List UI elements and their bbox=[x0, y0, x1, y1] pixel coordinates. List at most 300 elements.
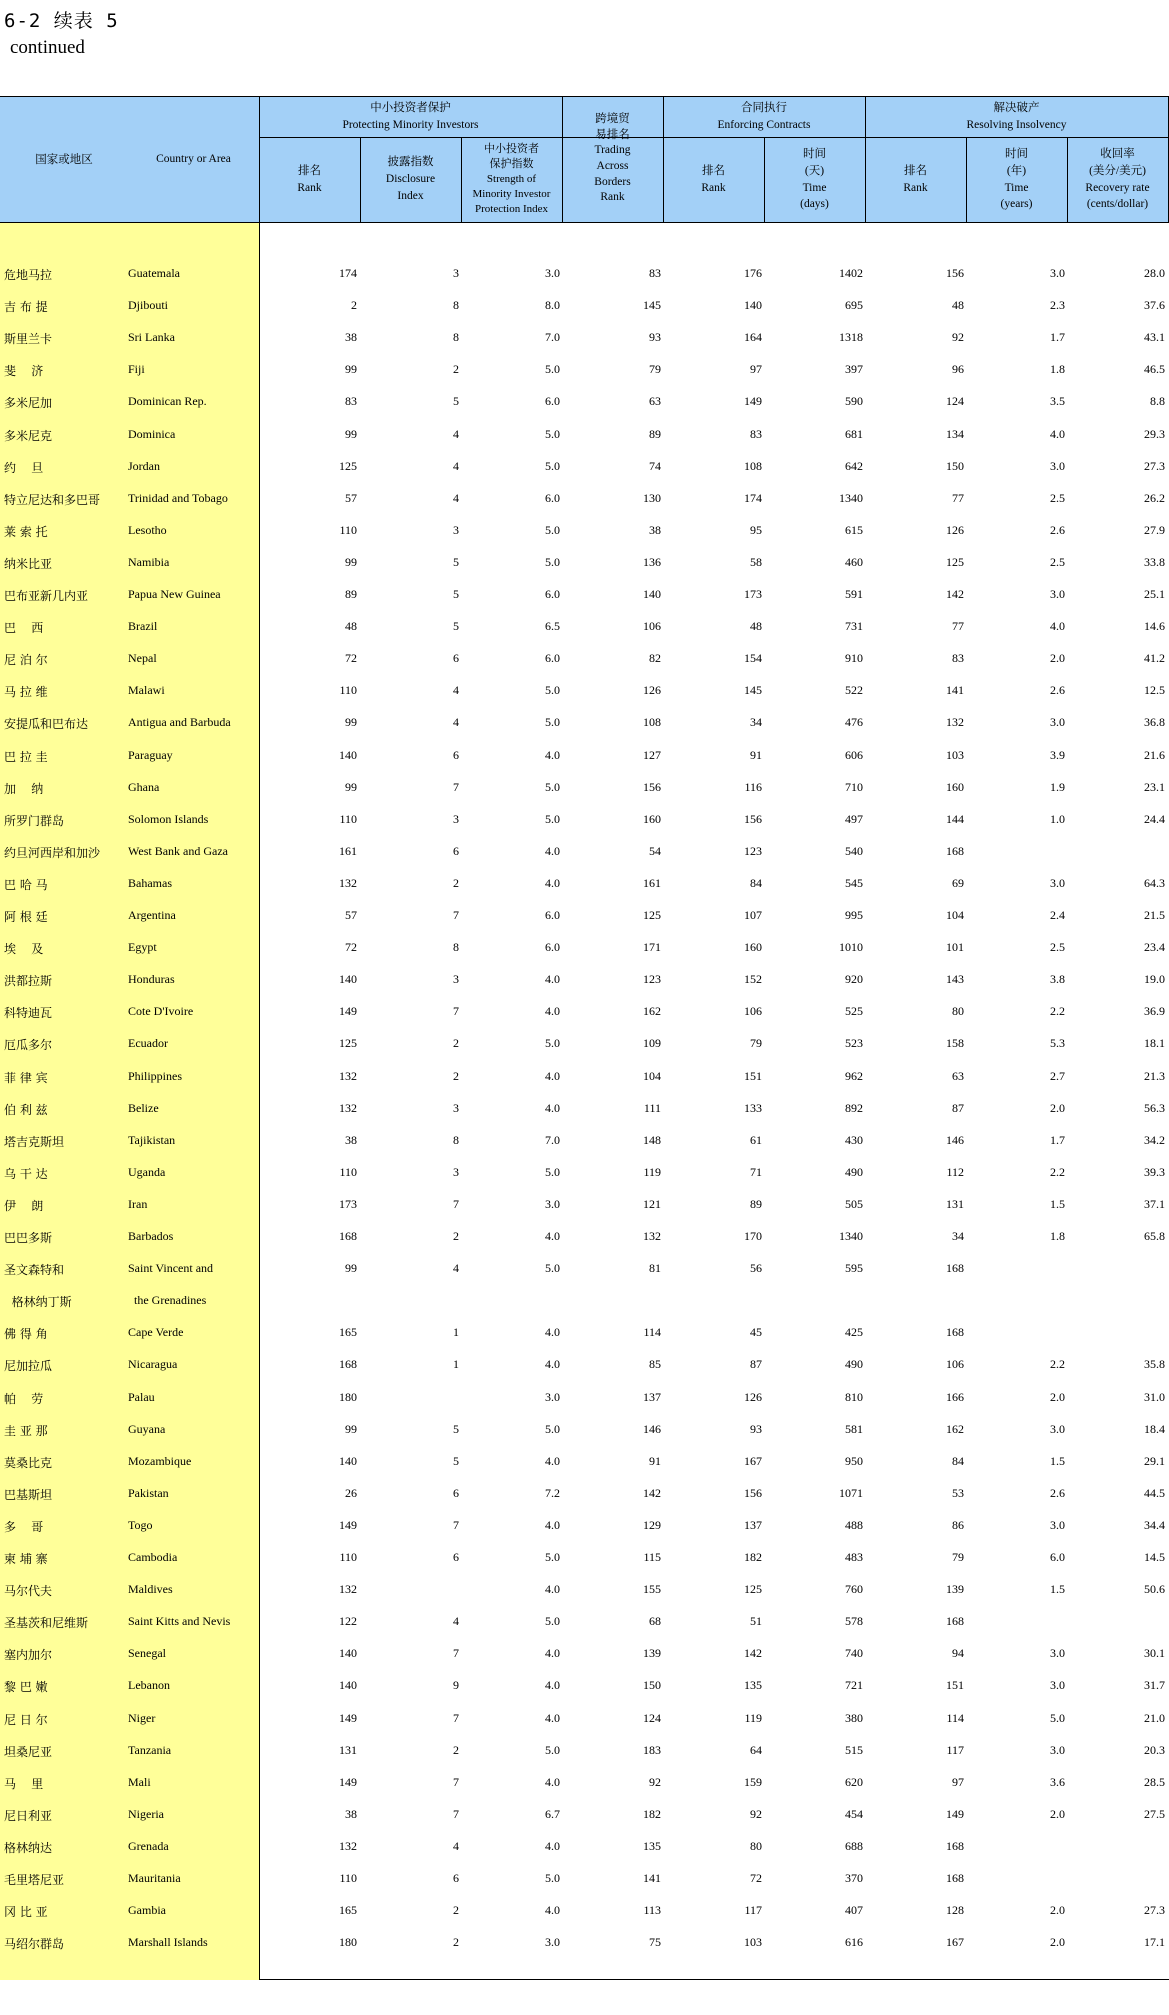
cell-strength-index: 5.0 bbox=[545, 1261, 560, 1276]
cell-contracts-time: 581 bbox=[845, 1421, 863, 1436]
cell-contracts-time: 490 bbox=[845, 1357, 863, 1372]
cell-insolvency-rank: 156 bbox=[946, 266, 964, 280]
table-row bbox=[0, 1799, 1169, 1831]
cell-insolvency-time: 2.0 bbox=[1050, 1935, 1065, 1950]
cell-contracts-rank: 87 bbox=[750, 1357, 762, 1372]
cell-contracts-time: 483 bbox=[845, 1550, 863, 1564]
country-name-cn: 所罗门群岛 bbox=[4, 813, 65, 828]
cell-insolvency-time: 2.2 bbox=[1050, 1004, 1065, 1019]
country-name-en: Nepal bbox=[128, 651, 157, 666]
table-row bbox=[0, 354, 1169, 386]
country-name-cn: 黎 巴 嫩 bbox=[4, 1680, 48, 1695]
country-name-cn: 多 哥 bbox=[4, 1519, 44, 1534]
cell-contracts-rank: 95 bbox=[750, 522, 762, 537]
cell-trading-rank: 54 bbox=[649, 843, 661, 858]
country-name-cn: 尼 日 尔 bbox=[4, 1712, 48, 1727]
cell-contracts-time: 681 bbox=[845, 426, 863, 441]
cell-investors-rank: 149 bbox=[339, 1004, 357, 1019]
cell-contracts-rank: 123 bbox=[744, 843, 762, 858]
country-name-en: Namibia bbox=[128, 554, 170, 569]
cell-recovery-rate: 36.8 bbox=[1144, 715, 1165, 730]
cell-insolvency-time: 2.5 bbox=[1050, 940, 1065, 955]
cell-trading-rank: 93 bbox=[649, 330, 661, 345]
cell-insolvency-time: 3.0 bbox=[1050, 266, 1065, 280]
cell-recovery-rate: 34.4 bbox=[1144, 1517, 1165, 1532]
cell-contracts-rank: 160 bbox=[744, 940, 762, 955]
cell-insolvency-time: 3.0 bbox=[1050, 1421, 1065, 1436]
cell-recovery-rate: 23.1 bbox=[1144, 779, 1165, 794]
table-row bbox=[0, 386, 1169, 418]
country-name-cn: 冈 比 亚 bbox=[4, 1905, 48, 1920]
country-name-en: Palau bbox=[128, 1389, 155, 1404]
cell-contracts-time: 642 bbox=[845, 458, 863, 473]
cell-disclosure-index: 6 bbox=[453, 1550, 459, 1564]
cell-recovery-rate: 36.9 bbox=[1144, 1004, 1165, 1019]
country-name-cn: 尼日利亚 bbox=[4, 1808, 53, 1823]
cell-investors-rank: 99 bbox=[345, 1261, 357, 1276]
cell-insolvency-time: 2.6 bbox=[1050, 683, 1065, 698]
cell-contracts-rank: 125 bbox=[744, 1582, 762, 1597]
cell-contracts-rank: 149 bbox=[744, 394, 762, 409]
cell-insolvency-time: 2.0 bbox=[1050, 1389, 1065, 1404]
cell-contracts-time: 370 bbox=[845, 1871, 863, 1885]
cell-recovery-rate: 18.4 bbox=[1144, 1421, 1165, 1436]
country-name-cn: 巴布亚新几内亚 bbox=[4, 589, 89, 603]
cell-insolvency-time: 1.8 bbox=[1050, 362, 1065, 377]
cell-disclosure-index: 2 bbox=[453, 875, 459, 890]
cell-disclosure-index: 3 bbox=[453, 266, 459, 280]
cell-disclosure-index: 7 bbox=[453, 1774, 459, 1789]
cell-insolvency-rank: 53 bbox=[952, 1485, 964, 1500]
cell-insolvency-time: 2.0 bbox=[1050, 651, 1065, 666]
cell-trading-rank: 63 bbox=[649, 394, 661, 409]
country-name-cn: 莫桑比克 bbox=[4, 1455, 53, 1470]
cell-insolvency-time: 1.5 bbox=[1050, 1453, 1065, 1468]
cell-disclosure-index: 2 bbox=[453, 362, 459, 377]
cell-insolvency-time: 3.0 bbox=[1050, 1646, 1065, 1661]
cell-recovery-rate: 29.1 bbox=[1144, 1453, 1165, 1468]
table-row bbox=[0, 836, 1169, 868]
cell-contracts-time: 497 bbox=[845, 811, 863, 826]
cell-strength-index: 4.0 bbox=[545, 875, 560, 890]
cell-contracts-time: 590 bbox=[845, 394, 863, 409]
cell-recovery-rate: 31.7 bbox=[1144, 1678, 1165, 1693]
cell-strength-index: 5.0 bbox=[545, 1550, 560, 1564]
cell-contracts-time: 892 bbox=[845, 1100, 863, 1115]
cell-strength-index: 6.0 bbox=[545, 394, 560, 409]
cell-trading-rank: 140 bbox=[643, 587, 661, 601]
cell-contracts-time: 731 bbox=[845, 619, 863, 634]
cell-contracts-rank: 51 bbox=[750, 1614, 762, 1629]
cell-contracts-time: 950 bbox=[845, 1453, 863, 1468]
cell-disclosure-index: 5 bbox=[453, 1421, 459, 1436]
country-name-cn: 安提瓜和巴布达 bbox=[4, 717, 89, 732]
cell-recovery-rate: 12.5 bbox=[1144, 683, 1165, 698]
country-name-en: Barbados bbox=[128, 1229, 174, 1243]
cell-contracts-rank: 170 bbox=[744, 1229, 762, 1243]
cell-trading-rank: 83 bbox=[649, 266, 661, 280]
cell-contracts-rank: 164 bbox=[744, 330, 762, 345]
header-contracts-rank: 排名 Rank bbox=[701, 164, 726, 194]
country-name-en: Nicaragua bbox=[128, 1357, 178, 1372]
cell-trading-rank: 161 bbox=[643, 875, 661, 890]
cell-contracts-rank: 71 bbox=[750, 1164, 762, 1179]
cell-strength-index: 6.0 bbox=[545, 587, 560, 601]
cell-contracts-time: 760 bbox=[845, 1582, 863, 1597]
cell-trading-rank: 162 bbox=[643, 1004, 661, 1019]
country-name-cn: 塞内加尔 bbox=[4, 1648, 53, 1663]
cell-strength-index: 4.0 bbox=[545, 1004, 560, 1019]
cell-insolvency-rank: 168 bbox=[946, 843, 964, 858]
cell-disclosure-index: 2 bbox=[453, 1903, 459, 1918]
country-name-en: Honduras bbox=[128, 972, 175, 987]
table-row bbox=[0, 1093, 1169, 1125]
cell-contracts-rank: 159 bbox=[744, 1774, 762, 1789]
cell-insolvency-rank: 92 bbox=[952, 330, 964, 345]
country-name-en: Brazil bbox=[128, 619, 158, 634]
cell-strength-index: 4.0 bbox=[545, 972, 560, 987]
country-name-cn: 阿 根 廷 bbox=[4, 910, 48, 924]
cell-insolvency-time: 3.8 bbox=[1050, 972, 1065, 987]
country-name-cn: 巴基斯坦 bbox=[4, 1487, 53, 1502]
country-name-en: Jordan bbox=[128, 458, 160, 473]
cell-disclosure-index: 2 bbox=[453, 1742, 459, 1757]
cell-disclosure-index: 6 bbox=[453, 1871, 459, 1885]
country-name-en: Antigua and Barbuda bbox=[128, 715, 231, 730]
cell-disclosure-index: 5 bbox=[453, 394, 459, 409]
cell-disclosure-index: 7 bbox=[453, 1710, 459, 1725]
table-row bbox=[0, 1703, 1169, 1735]
country-name-cn: 科特迪瓦 bbox=[4, 1006, 53, 1021]
table-row bbox=[0, 675, 1169, 707]
cell-trading-rank: 160 bbox=[643, 811, 661, 826]
cell-disclosure-index: 4 bbox=[453, 1838, 459, 1853]
cell-strength-index: 7.0 bbox=[545, 1132, 560, 1147]
cell-investors-rank: 165 bbox=[339, 1903, 357, 1918]
cell-contracts-rank: 142 bbox=[744, 1646, 762, 1661]
header-country-en: Country or Area bbox=[156, 152, 231, 165]
header-investors-rank: 排名 Rank bbox=[297, 164, 322, 194]
cell-contracts-time: 810 bbox=[845, 1389, 863, 1404]
country-name-en: Mali bbox=[128, 1774, 151, 1789]
cell-insolvency-rank: 158 bbox=[946, 1036, 964, 1051]
table-row bbox=[0, 290, 1169, 322]
cell-trading-rank: 183 bbox=[643, 1742, 661, 1757]
header-contracts-time: 时间 (天) Time (days) bbox=[800, 148, 829, 211]
country-name-en: Belize bbox=[128, 1100, 159, 1115]
cell-contracts-rank: 48 bbox=[750, 619, 762, 634]
country-name-cn: 斯里兰卡 bbox=[4, 332, 53, 347]
country-name-cn: 危地马拉 bbox=[4, 268, 53, 282]
cell-investors-rank: 99 bbox=[345, 779, 357, 794]
cell-recovery-rate: 33.8 bbox=[1144, 554, 1165, 569]
table-row bbox=[0, 1606, 1169, 1638]
cell-recovery-rate: 31.0 bbox=[1144, 1389, 1165, 1404]
bottom-rule bbox=[259, 1979, 1169, 1980]
cell-insolvency-rank: 132 bbox=[946, 715, 964, 730]
cell-insolvency-rank: 160 bbox=[946, 779, 964, 794]
cell-insolvency-rank: 128 bbox=[946, 1903, 964, 1918]
country-name-en: Uganda bbox=[128, 1164, 166, 1179]
cell-contracts-time: 606 bbox=[845, 747, 863, 762]
cell-strength-index: 5.0 bbox=[545, 811, 560, 826]
country-name-cn: 巴巴多斯 bbox=[4, 1231, 53, 1245]
cell-insolvency-time: 2.4 bbox=[1050, 908, 1065, 922]
cell-insolvency-time: 2.6 bbox=[1050, 1485, 1065, 1500]
cell-insolvency-rank: 150 bbox=[946, 458, 964, 473]
cell-trading-rank: 79 bbox=[649, 362, 661, 377]
header-strength-index: 中小投资者 保护指数 Strength of Minority Investor Protection Index bbox=[472, 143, 551, 215]
cell-disclosure-index: 1 bbox=[453, 1325, 459, 1340]
cell-strength-index: 4.0 bbox=[545, 1068, 560, 1083]
country-name-cn: 马 拉 维 bbox=[4, 685, 48, 700]
cell-contracts-time: 490 bbox=[845, 1164, 863, 1179]
country-name-cn: 加 纳 bbox=[4, 781, 44, 796]
table-row bbox=[0, 772, 1169, 804]
cell-strength-index: 4.0 bbox=[545, 843, 560, 858]
cell-insolvency-time: 2.2 bbox=[1050, 1164, 1065, 1179]
cell-contracts-rank: 83 bbox=[750, 426, 762, 441]
cell-disclosure-index: 3 bbox=[453, 811, 459, 826]
country-name-en: Mozambique bbox=[128, 1453, 192, 1468]
country-name-cn: 圣文森特和 bbox=[4, 1263, 65, 1278]
cell-investors-rank: 99 bbox=[345, 554, 357, 569]
cell-disclosure-index: 3 bbox=[453, 522, 459, 537]
cell-contracts-time: 710 bbox=[845, 779, 863, 794]
cell-insolvency-time: 2.7 bbox=[1050, 1068, 1065, 1083]
cell-trading-rank: 92 bbox=[649, 1774, 661, 1789]
cell-investors-rank: 149 bbox=[339, 1774, 357, 1789]
cell-contracts-time: 615 bbox=[845, 522, 863, 537]
table-row bbox=[0, 643, 1169, 675]
cell-trading-rank: 142 bbox=[643, 1485, 661, 1500]
cell-recovery-rate: 46.5 bbox=[1144, 362, 1165, 377]
country-name-cn: 尼加拉瓜 bbox=[4, 1359, 53, 1374]
cell-contracts-time: 995 bbox=[845, 908, 863, 922]
cell-contracts-time: 540 bbox=[845, 843, 863, 858]
cell-trading-rank: 114 bbox=[643, 1325, 661, 1340]
cell-recovery-rate: 27.5 bbox=[1144, 1806, 1165, 1821]
cell-insolvency-time: 3.6 bbox=[1050, 1774, 1065, 1789]
country-name-en: Bahamas bbox=[128, 875, 172, 890]
cell-recovery-rate: 41.2 bbox=[1144, 651, 1165, 666]
cell-investors-rank: 132 bbox=[339, 1582, 357, 1597]
cell-trading-rank: 119 bbox=[643, 1164, 661, 1179]
cell-investors-rank: 140 bbox=[339, 1678, 357, 1693]
cell-investors-rank: 131 bbox=[339, 1742, 357, 1757]
cell-contracts-rank: 182 bbox=[744, 1550, 762, 1564]
cell-recovery-rate: 64.3 bbox=[1144, 875, 1165, 890]
cell-insolvency-rank: 104 bbox=[946, 908, 964, 922]
cell-strength-index: 3.0 bbox=[545, 266, 560, 280]
cell-strength-index: 4.0 bbox=[545, 1774, 560, 1789]
table-row bbox=[0, 547, 1169, 579]
country-name-en: Marshall Islands bbox=[128, 1935, 208, 1950]
cell-contracts-rank: 97 bbox=[750, 362, 762, 377]
cell-trading-rank: 121 bbox=[643, 1196, 661, 1211]
country-name-cn: 菲 律 宾 bbox=[4, 1070, 48, 1085]
cell-recovery-rate: 17.1 bbox=[1144, 1935, 1165, 1950]
cell-contracts-rank: 173 bbox=[744, 587, 762, 601]
cell-trading-rank: 171 bbox=[643, 940, 661, 955]
country-name-en: Philippines bbox=[128, 1068, 183, 1083]
cell-disclosure-index: 6 bbox=[453, 747, 459, 762]
cell-strength-index: 4.0 bbox=[545, 1517, 560, 1532]
cell-disclosure-index: 8 bbox=[453, 1132, 459, 1147]
cell-recovery-rate: 43.1 bbox=[1144, 330, 1165, 345]
cell-investors-rank: 83 bbox=[345, 394, 357, 409]
cell-disclosure-index: 7 bbox=[453, 779, 459, 794]
country-name-cn: 多米尼加 bbox=[4, 396, 53, 411]
table-row bbox=[0, 1253, 1169, 1285]
cell-recovery-rate: 56.3 bbox=[1144, 1100, 1165, 1115]
cell-insolvency-rank: 112 bbox=[946, 1164, 964, 1179]
cell-contracts-rank: 152 bbox=[744, 972, 762, 987]
cell-contracts-time: 962 bbox=[845, 1068, 863, 1083]
cell-disclosure-index: 7 bbox=[453, 1646, 459, 1661]
table-row bbox=[0, 1863, 1169, 1895]
country-name-en: Maldives bbox=[128, 1582, 173, 1597]
table-row bbox=[0, 611, 1169, 643]
cell-investors-rank: 2 bbox=[351, 298, 357, 313]
cell-investors-rank: 149 bbox=[339, 1517, 357, 1532]
cell-recovery-rate: 21.5 bbox=[1144, 908, 1165, 922]
cell-strength-index: 6.0 bbox=[545, 940, 560, 955]
table-row bbox=[0, 1349, 1169, 1381]
cell-trading-rank: 82 bbox=[649, 651, 661, 666]
table-row bbox=[0, 964, 1169, 996]
cell-trading-rank: 74 bbox=[649, 458, 661, 473]
cell-insolvency-rank: 143 bbox=[946, 972, 964, 987]
cell-investors-rank: 99 bbox=[345, 362, 357, 377]
cell-strength-index: 5.0 bbox=[545, 1421, 560, 1436]
cell-disclosure-index: 7 bbox=[453, 1004, 459, 1019]
country-name-en: Saint Vincent and bbox=[128, 1261, 214, 1276]
cell-contracts-rank: 89 bbox=[750, 1196, 762, 1211]
cell-strength-index: 5.0 bbox=[545, 1036, 560, 1051]
cell-investors-rank: 132 bbox=[339, 875, 357, 890]
cell-investors-rank: 165 bbox=[339, 1325, 357, 1340]
cell-strength-index: 4.0 bbox=[545, 1838, 560, 1853]
cell-contracts-time: 454 bbox=[845, 1806, 863, 1821]
cell-insolvency-rank: 114 bbox=[946, 1710, 964, 1725]
cell-strength-index: 4.0 bbox=[545, 1229, 560, 1243]
cell-disclosure-index: 5 bbox=[453, 587, 459, 601]
country-name-en: Malawi bbox=[128, 683, 165, 698]
cell-recovery-rate: 65.8 bbox=[1144, 1229, 1165, 1243]
cell-strength-index: 3.0 bbox=[545, 1196, 560, 1211]
cell-recovery-rate: 20.3 bbox=[1144, 1742, 1165, 1757]
cell-contracts-rank: 93 bbox=[750, 1421, 762, 1436]
table-row bbox=[0, 932, 1169, 964]
country-name-en: Ghana bbox=[128, 779, 160, 794]
cell-contracts-time: 397 bbox=[845, 362, 863, 377]
cell-trading-rank: 127 bbox=[643, 747, 661, 762]
cell-disclosure-index: 7 bbox=[453, 1806, 459, 1821]
cell-insolvency-rank: 77 bbox=[952, 490, 964, 505]
header-bottom-rule bbox=[0, 222, 1169, 223]
cell-disclosure-index: 8 bbox=[453, 298, 459, 313]
cell-disclosure-index: 4 bbox=[453, 490, 459, 505]
cell-contracts-rank: 61 bbox=[750, 1132, 762, 1147]
cell-contracts-rank: 117 bbox=[744, 1903, 762, 1918]
cell-investors-rank: 110 bbox=[339, 1164, 357, 1179]
cell-strength-index: 4.0 bbox=[545, 747, 560, 762]
cell-investors-rank: 38 bbox=[345, 1806, 357, 1821]
table-row bbox=[0, 868, 1169, 900]
cell-disclosure-index: 7 bbox=[453, 1196, 459, 1211]
cell-disclosure-index: 2 bbox=[453, 1036, 459, 1051]
country-name-cn: 埃 及 bbox=[4, 942, 44, 957]
cell-strength-index: 5.0 bbox=[545, 522, 560, 537]
cell-insolvency-time: 3.0 bbox=[1050, 1742, 1065, 1757]
cell-insolvency-time: 2.0 bbox=[1050, 1806, 1065, 1821]
cell-trading-rank: 137 bbox=[643, 1389, 661, 1404]
cell-trading-rank: 155 bbox=[643, 1582, 661, 1597]
cell-insolvency-rank: 168 bbox=[946, 1614, 964, 1629]
cell-strength-index: 5.0 bbox=[545, 779, 560, 794]
cell-insolvency-time: 4.0 bbox=[1050, 426, 1065, 441]
cell-insolvency-time: 4.0 bbox=[1050, 619, 1065, 634]
country-name-cn: 巴 哈 马 bbox=[4, 877, 48, 892]
cell-trading-rank: 108 bbox=[643, 715, 661, 730]
cell-contracts-rank: 116 bbox=[744, 779, 762, 794]
cell-contracts-time: 380 bbox=[845, 1710, 863, 1725]
country-name-cn: 圣基茨和尼维斯 bbox=[4, 1616, 89, 1631]
cell-trading-rank: 126 bbox=[643, 683, 661, 698]
cell-insolvency-time: 1.8 bbox=[1050, 1229, 1065, 1243]
cell-insolvency-rank: 125 bbox=[946, 554, 964, 569]
cell-investors-rank: 140 bbox=[339, 972, 357, 987]
cell-trading-rank: 81 bbox=[649, 1261, 661, 1276]
cell-insolvency-rank: 117 bbox=[946, 1742, 964, 1757]
cell-contracts-rank: 56 bbox=[750, 1261, 762, 1276]
cell-strength-index: 5.0 bbox=[545, 1164, 560, 1179]
cell-insolvency-rank: 144 bbox=[946, 811, 964, 826]
cell-recovery-rate: 28.5 bbox=[1144, 1774, 1165, 1789]
cell-recovery-rate: 25.1 bbox=[1144, 587, 1165, 601]
cell-contracts-time: 522 bbox=[845, 683, 863, 698]
table-row bbox=[0, 900, 1169, 932]
cell-strength-index: 4.0 bbox=[545, 1646, 560, 1661]
cell-investors-rank: 140 bbox=[339, 1646, 357, 1661]
table-row bbox=[0, 1670, 1169, 1702]
cell-insolvency-rank: 139 bbox=[946, 1582, 964, 1597]
cell-investors-rank: 132 bbox=[339, 1838, 357, 1853]
cell-contracts-rank: 34 bbox=[750, 715, 762, 730]
country-name-en: Dominican Rep. bbox=[128, 394, 207, 409]
country-name-en: Mauritania bbox=[128, 1871, 181, 1885]
country-name-en: Dominica bbox=[128, 426, 176, 441]
cell-trading-rank: 125 bbox=[643, 908, 661, 922]
cell-contracts-rank: 119 bbox=[744, 1710, 762, 1725]
cell-investors-rank: 26 bbox=[345, 1485, 357, 1500]
cell-strength-index: 5.0 bbox=[545, 1742, 560, 1757]
cell-trading-rank: 135 bbox=[643, 1838, 661, 1853]
cell-contracts-time: 1318 bbox=[839, 330, 863, 345]
cell-insolvency-time: 1.7 bbox=[1050, 1132, 1065, 1147]
country-name-cn: 洪都拉斯 bbox=[4, 974, 53, 989]
cell-contracts-time: 425 bbox=[845, 1325, 863, 1340]
cell-insolvency-rank: 167 bbox=[946, 1935, 964, 1950]
cell-strength-index: 3.0 bbox=[545, 1935, 560, 1950]
cell-insolvency-time: 1.5 bbox=[1050, 1196, 1065, 1211]
cell-insolvency-rank: 168 bbox=[946, 1838, 964, 1853]
country-name-en: Cape Verde bbox=[128, 1325, 184, 1340]
cell-strength-index: 8.0 bbox=[545, 298, 560, 313]
table-row bbox=[0, 1638, 1169, 1670]
cell-disclosure-index: 2 bbox=[453, 1935, 459, 1950]
